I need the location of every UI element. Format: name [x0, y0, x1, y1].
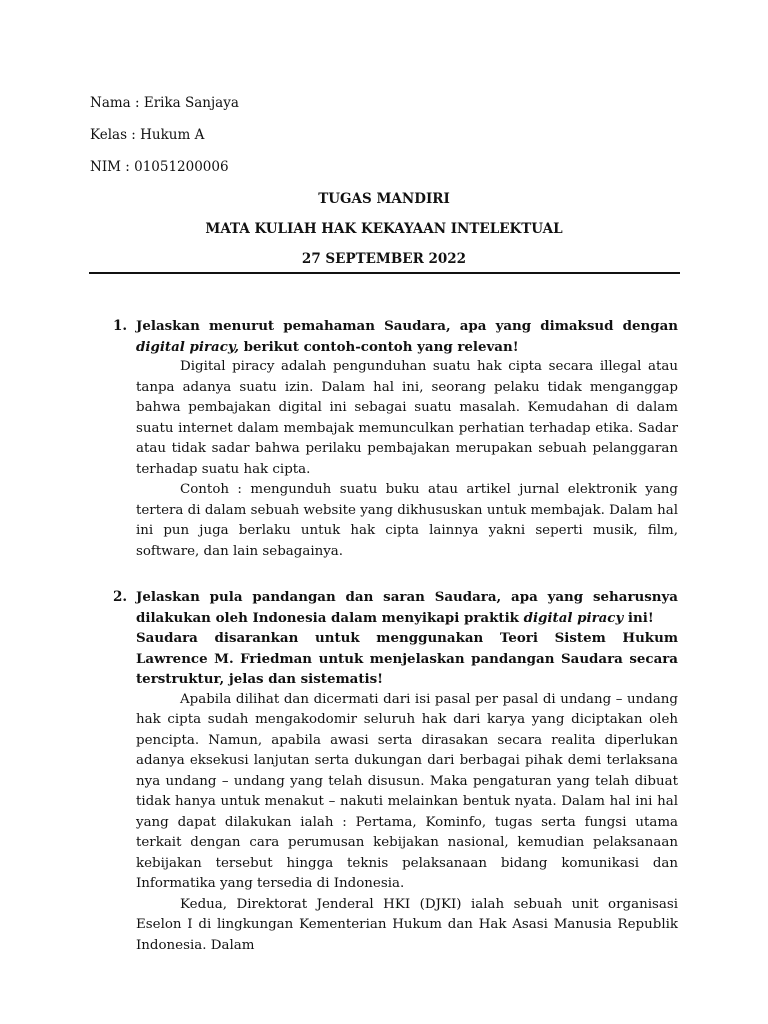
student-class: Kelas : Hukum A: [90, 127, 205, 143]
question-2-title-end: ini!: [623, 609, 654, 626]
question-1-number: 1.: [113, 318, 128, 334]
question-1-title-text: Jelaskan menurut pemahaman Saudara, apa yang dimaksud dengan: [136, 318, 678, 334]
answer-2-paragraph-2: Kedua, Direktorat Jenderal HKI (DJKI) ialah sebuah unit organisasi Eselon I di lingkungan Kementerian Hukum dan Hak Asasi Manusia Republik Indonesia. Dalam: [136, 896, 678, 953]
answer-1-paragraph-1: Digital piracy adalah pengunduhan suatu hak cipta secara illegal atau tanpa adanya suatu izin. Dalam hal ini, seorang pelaku tidak menganggap bahwa pembajakan digital ini sebagai suatu masalah. Kemudahan di dalam suatu internet dalam membajak memunculkan perhatian terhadap etika. Sadar atau tidak sadar bahwa perilaku pembajakan merupakan sebuah pelanggaran terhadap suatu hak cipta.: [136, 359, 678, 477]
question-2-number: 2.: [113, 589, 128, 605]
question-2: [136, 587, 678, 956]
question-1-title-end: berikut contoh-contoh yang relevan!: [239, 338, 519, 355]
assignment-title: TUGAS MANDIRI: [318, 191, 450, 207]
course-title: MATA KULIAH HAK KEKAYAAN INTELEKTUAL: [205, 221, 563, 237]
answer-1-paragraph-2: Contoh : mengunduh suatu buku atau artikel jurnal elektronik yang tertera di dalam sebuah website yang dikhususkan untuk membajak. Dalam hal ini pun juga berlaku untuk hak cipta lainnya yakni seperti musik, film, software, dan lain sebagainya.: [136, 482, 678, 559]
question-2-title-text: Jelaskan pula pandangan dan saran Saudara, apa yang seharusnya dilakukan oleh Indonesia dalam menyikapi praktik: [136, 589, 678, 626]
answer-2-paragraph-1: Apabila dilihat dan dicermati dari isi pasal per pasal di undang – undang hak cipta sudah mengakodomir seluruh hak dari karya yang diciptakan oleh pencipta. Namun, apabila awasi serta dirasakan secara realita diperlukan adanya eksekusi lanjutan serta dukungan dari berbagai pihak demi terlaksana nya undang – undang yang telah disusun. Maka pengaturan yang telah dibuat tidak hanya untuk menakut – nakuti melainkan bentuk nyata. Dalam hal ini hal yang dapat dilakukan ialah : Pertama, Kominfo, tugas serta fungsi utama terkait dengan cara perumusan kebijakan nasional, kemudian pelaksanaan kebijakan tersebut hingga teknis pelaksanaan bidang komunikasi dan Informatika yang tersedia di Indonesia.: [136, 691, 678, 891]
student-name: Nama : Erika Sanjaya: [90, 95, 239, 111]
student-nim: NIM : 01051200006: [90, 159, 229, 175]
question-2-title: [136, 587, 678, 628]
question-2-instruction: Saudara disarankan untuk menggunakan Teori Sistem Hukum Lawrence M. Friedman untuk menjelaskan pandangan Saudara secara terstruktur, jelas dan sistematis!: [136, 630, 678, 687]
assignment-date: 27 SEPTEMBER 2022: [301, 251, 467, 267]
question-1: [136, 316, 678, 562]
header-divider: [89, 272, 680, 274]
question-1-title-emphasis: digital piracy,: [136, 338, 240, 355]
question-2-title-emphasis: digital piracy: [523, 609, 624, 626]
question-1-title: [136, 316, 678, 357]
